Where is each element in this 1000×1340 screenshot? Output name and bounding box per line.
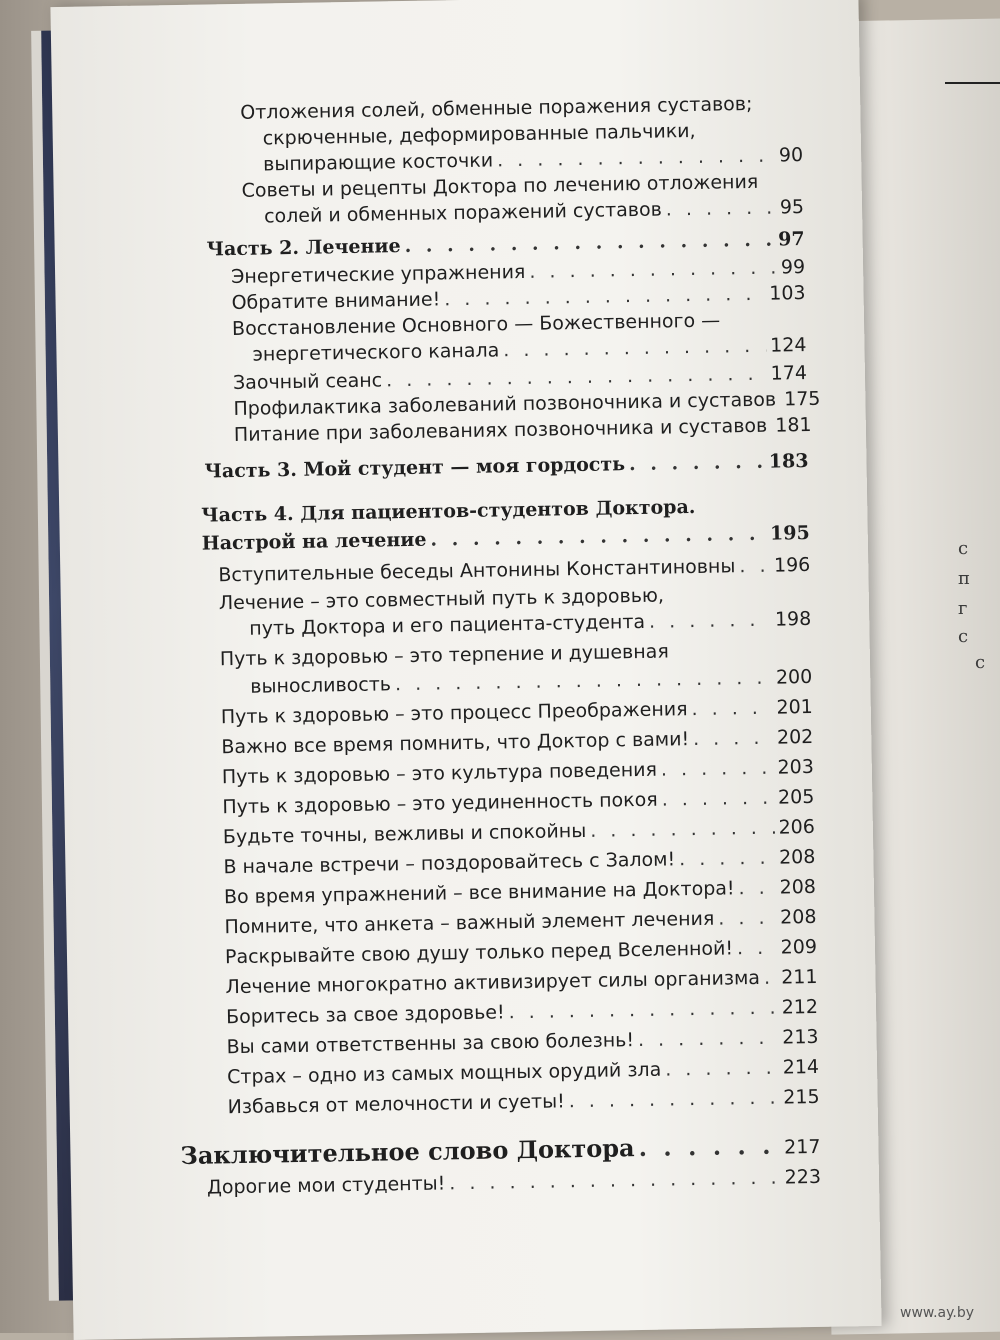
- watermark: www.ay.by: [900, 1305, 974, 1321]
- toc-entry-page: 201: [776, 696, 813, 719]
- toc-entry-page: 90: [779, 144, 804, 166]
- toc-entry-title: Энергетические упражнения: [231, 261, 526, 288]
- toc-entry: [224, 876, 816, 908]
- leader-dots: [693, 727, 773, 750]
- leader-dots: [649, 609, 771, 633]
- toc-entry-title: Профилактика заболеваний позвоночника и суставов: [233, 389, 776, 420]
- toc-entry-page: 99: [781, 256, 806, 278]
- toc-entry-page: 213: [782, 1026, 819, 1049]
- leader-dots: [449, 1167, 781, 1195]
- toc-entry-page: 208: [780, 906, 817, 929]
- toc-entry-title: выносливость: [250, 673, 391, 697]
- toc-entry-title: Лечение многократно активизирует силы организма: [225, 967, 760, 998]
- toc-entry: [223, 816, 815, 848]
- facing-page-fragment: с: [958, 538, 968, 559]
- toc-line: Восстановление Основного — Божественного —: [232, 310, 721, 341]
- toc-entry: [218, 554, 810, 586]
- part-title: Настрой на лечение: [202, 529, 427, 555]
- toc-entry: [226, 996, 818, 1028]
- toc-entry: [221, 726, 813, 758]
- facing-page-fragment: п: [958, 568, 970, 589]
- leader-dots: [444, 283, 765, 311]
- leader-dots: [764, 967, 778, 989]
- toc-entry: [252, 334, 806, 366]
- leader-dots: [739, 555, 770, 578]
- leader-dots: [629, 451, 765, 475]
- toc-entry-page: 211: [781, 966, 818, 989]
- toc-entry-page: 175: [784, 388, 821, 411]
- toc-entry-page: 223: [785, 1166, 822, 1189]
- toc-entry: [227, 1086, 819, 1118]
- leader-dots: [661, 757, 774, 781]
- toc-entry-title: Избавься от мелочности и суеты!: [227, 1090, 564, 1118]
- toc-entry: [222, 786, 814, 818]
- toc-entry-title: выпирающие косточки: [263, 149, 493, 175]
- part-title: Часть 2. Лечение: [206, 235, 400, 260]
- toc-entry-page: 214: [783, 1056, 820, 1079]
- toc-entry: [234, 414, 808, 446]
- leader-dots: [638, 1027, 779, 1051]
- toc-part-heading: [206, 228, 804, 260]
- toc-entry-title: Питание при заболеваниях позвоночника и суставов: [234, 415, 768, 446]
- toc-entry-page: 215: [783, 1086, 820, 1109]
- toc-entry-title: Заочный сеанс: [233, 369, 383, 394]
- toc-entry-title: Будьте точны, вежливы и спокойны: [223, 820, 587, 848]
- toc-entry-title: энергетического канала: [252, 339, 499, 365]
- toc-entry-title: Помните, что анкета – важный элемент лечения: [224, 908, 714, 939]
- toc-line: Отложения солей, обменные поражения суставов;: [240, 93, 752, 124]
- toc-entry-page: 95: [780, 196, 805, 218]
- part-page: 183: [769, 450, 809, 473]
- final-page: 217: [784, 1136, 821, 1159]
- toc-entry-title: Путь к здоровью – это культура поведения: [222, 759, 657, 789]
- part-title: Часть 3. Мой студент — моя гордость: [204, 453, 625, 482]
- leader-dots: [691, 697, 772, 720]
- toc-line: Путь к здоровью – это терпение и душевная: [220, 640, 669, 670]
- toc-entry-title: Во время упражнений – все внимание на Доктора!: [224, 877, 735, 908]
- toc-entry-title: Вы сами ответственны за свою болезнь!: [226, 1029, 634, 1058]
- toc-entry: [223, 846, 815, 878]
- leader-dots: [497, 145, 775, 172]
- toc-entry: [226, 1026, 818, 1058]
- toc-entry: [225, 966, 817, 998]
- toc-part-heading-cont: [202, 522, 810, 555]
- part-page: 195: [770, 522, 810, 545]
- toc-entry: [225, 936, 817, 968]
- facing-page-fragment: с: [975, 652, 985, 673]
- toc-entry: [221, 696, 813, 728]
- toc-entry-page: 203: [777, 756, 814, 779]
- facing-page-rule: [945, 82, 1000, 84]
- leader-dots: [679, 847, 775, 871]
- leader-dots: [529, 257, 777, 283]
- toc-line: скрюченные, деформированные пальчики,: [263, 120, 696, 150]
- toc-entry: [249, 608, 811, 640]
- facing-page-fragment: г: [958, 598, 967, 619]
- toc-entry-title: Вступительные беседы Антонины Константиновны: [218, 555, 735, 586]
- toc-entry-title: В начале встречи – поздоровайтесь с Залом!: [223, 848, 675, 878]
- leader-dots: [569, 1087, 780, 1113]
- toc-entry-page: 212: [782, 996, 819, 1019]
- toc-entry-title: Страх – одно из самых мощных орудий зла: [227, 1059, 661, 1089]
- facing-page-fragment: с: [958, 626, 968, 647]
- toc-entry: [207, 1166, 821, 1199]
- toc-entry: [222, 756, 814, 788]
- leader-dots: [738, 877, 775, 900]
- toc-entry-title: солей и обменных поражений суставов: [264, 199, 662, 228]
- toc-entry-title: Боритесь за свое здоровье!: [226, 1001, 505, 1028]
- toc-entry: [224, 906, 816, 938]
- toc-entry-page: 206: [778, 816, 815, 839]
- toc-line: Лечение – это совместный путь к здоровью,: [219, 585, 665, 615]
- toc-entry: [264, 196, 804, 227]
- leader-dots: [662, 787, 775, 811]
- toc-final-heading: [180, 1130, 820, 1170]
- toc-part-heading: [204, 450, 808, 483]
- toc-entry-page: 198: [775, 608, 812, 631]
- toc-entry-page: 208: [779, 876, 816, 899]
- leader-dots: [395, 667, 772, 696]
- leader-dots: [430, 523, 766, 551]
- toc-entry-title: Раскрывайте свою душу только перед Вселенной!: [225, 937, 733, 968]
- toc-entry-title: Дорогие мои студенты!: [207, 1172, 446, 1198]
- toc-entry-page: 200: [776, 666, 813, 689]
- toc-entry: [250, 666, 812, 698]
- leader-dots: [590, 817, 775, 842]
- final-title: Заключительное слово Доктора: [180, 1133, 635, 1170]
- toc-part-heading: Часть 4. Для пациентов-студентов Доктора.: [201, 496, 695, 527]
- toc-entry-title: путь Доктора и его пациента-студента: [249, 611, 645, 640]
- leader-dots: [404, 229, 774, 257]
- leader-dots: [386, 363, 767, 392]
- leader-dots: [737, 937, 777, 960]
- toc-entry-page: 174: [770, 362, 807, 385]
- leader-dots: [665, 1057, 779, 1081]
- leader-dots: [638, 1131, 780, 1162]
- toc-entry: [227, 1056, 819, 1088]
- toc-entry-page: 208: [779, 846, 816, 869]
- toc-entry-title: Путь к здоровью – это процесс Преображения: [221, 698, 688, 728]
- toc-entry-page: 103: [769, 282, 806, 305]
- toc-entry-page: 209: [780, 936, 817, 959]
- table-of-contents: [50, 0, 881, 1340]
- leader-dots: [718, 907, 776, 930]
- leader-dots: [508, 997, 778, 1024]
- toc-entry-page: 202: [777, 726, 814, 749]
- toc-entry-title: Обратите внимание!: [231, 288, 440, 314]
- toc-entry-page: 205: [778, 786, 815, 809]
- toc-entry-page: 196: [774, 554, 811, 577]
- toc-entry-title: Важно все время помнить, что Доктор с вами!: [221, 728, 689, 758]
- toc-entry-title: Путь к здоровью – это уединенность покоя: [222, 789, 658, 819]
- leader-dots: [503, 335, 766, 362]
- toc-entry-page: 124: [770, 334, 807, 357]
- leader-dots: [666, 197, 776, 221]
- toc-line: Советы и рецепты Доктора по лечению отложения: [241, 171, 758, 202]
- part-page: 97: [778, 228, 805, 250]
- toc-entry-page: 181: [775, 414, 812, 437]
- book-page: [50, 0, 881, 1340]
